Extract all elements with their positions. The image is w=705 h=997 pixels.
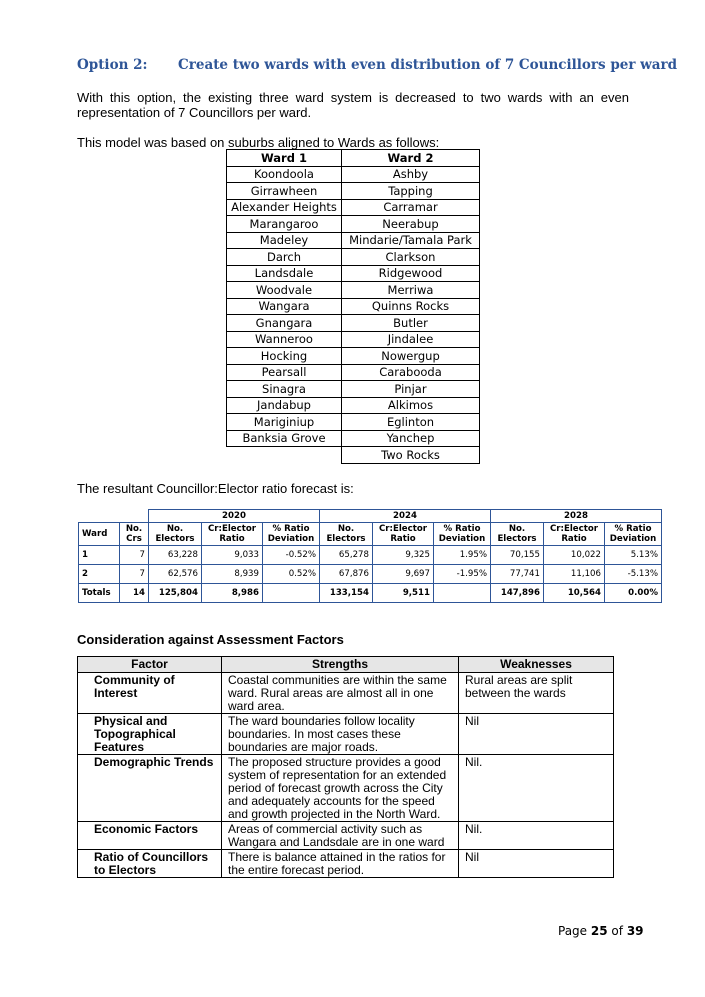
table-cell: 62,576 (149, 565, 202, 584)
page-number (558, 924, 644, 938)
table-row (79, 565, 662, 584)
column-header: No. Electors (491, 523, 544, 546)
table-row (227, 199, 480, 216)
ward2-suburb: Pinjar (342, 381, 480, 398)
model-paragraph: This model was based on suburbs aligned to Wards as follows: (77, 135, 440, 150)
weaknesses-cell: Nil (459, 714, 614, 755)
table-cell: 7 (120, 565, 149, 584)
year-header-row (79, 510, 662, 523)
table-cell: 9,511 (373, 584, 434, 603)
strengths-cell: There is balance attained in the ratios for the entire forecast period. (222, 850, 459, 878)
weaknesses-cell: Nil. (459, 822, 614, 850)
year-header: 2020 (149, 510, 320, 523)
year-header: 2024 (320, 510, 491, 523)
table-row (227, 315, 480, 332)
table-cell: 147,896 (491, 584, 544, 603)
column-header: Cr:Elector Ratio (544, 523, 605, 546)
ward2-suburb: Two Rocks (342, 447, 480, 464)
blank-cell (79, 510, 149, 523)
ward2-suburb: Butler (342, 315, 480, 332)
ward1-suburb: Gnangara (227, 315, 342, 332)
table-row (227, 414, 480, 431)
table-cell: 14 (120, 584, 149, 603)
year-header: 2028 (491, 510, 662, 523)
ward2-suburb: Tapping (342, 183, 480, 200)
consideration-heading: Consideration against Assessment Factors (77, 632, 344, 647)
table-row (227, 216, 480, 233)
strengths-cell: Areas of commercial activity such as Wangara and Landsdale are in one ward (222, 822, 459, 850)
ward2-suburb: Neerabup (342, 216, 480, 233)
table-row (227, 166, 480, 183)
ward2-suburb: Ashby (342, 166, 480, 183)
table-row (78, 714, 614, 755)
column-header-row (79, 523, 662, 546)
factor-cell: Ratio of Councillors to Electors (78, 850, 222, 878)
table-cell: 1 (79, 546, 120, 565)
table-cell: 2 (79, 565, 120, 584)
ward1-header: Ward 1 (227, 150, 342, 167)
table-cell: 125,804 (149, 584, 202, 603)
ward1-suburb: Banksia Grove (227, 430, 342, 447)
strengths-cell: The ward boundaries follow locality boundaries. In most cases these boundaries are major roads. (222, 714, 459, 755)
ward2-suburb: Eglinton (342, 414, 480, 431)
strengths-cell: Coastal communities are within the same ward. Rural areas are almost all in one ward area. (222, 673, 459, 714)
ward1-suburb: Landsdale (227, 265, 342, 282)
section-heading (77, 57, 678, 73)
table-row (78, 850, 614, 878)
table-row (227, 348, 480, 365)
table-cell: 0.52% (263, 565, 320, 584)
table-cell: 1.95% (434, 546, 491, 565)
table-row (227, 364, 480, 381)
weaknesses-cell: Nil. (459, 755, 614, 822)
ward1-suburb: Madeley (227, 232, 342, 249)
page-prefix: Page (558, 924, 588, 938)
column-header: Ward (79, 523, 120, 546)
column-header: No. Crs (120, 523, 149, 546)
table-cell: Totals (79, 584, 120, 603)
ward1-suburb (227, 447, 342, 464)
factor-cell: Economic Factors (78, 822, 222, 850)
factor-cell: Physical and Topographical Features (78, 714, 222, 755)
table-cell: 8,986 (202, 584, 263, 603)
table-cell: 70,155 (491, 546, 544, 565)
ward2-suburb: Clarkson (342, 249, 480, 266)
option-title: Create two wards with even distribution of 7 Councillors per ward (178, 57, 678, 73)
table-cell: 9,033 (202, 546, 263, 565)
table-cell: 63,228 (149, 546, 202, 565)
ward2-suburb: Alkimos (342, 397, 480, 414)
table-cell: -0.52% (263, 546, 320, 565)
column-header: Cr:Elector Ratio (202, 523, 263, 546)
ward1-suburb: Wangara (227, 298, 342, 315)
table-header-row (78, 657, 614, 673)
ward1-suburb: Hocking (227, 348, 342, 365)
column-header: % Ratio Deviation (434, 523, 491, 546)
factor-cell: Community of Interest (78, 673, 222, 714)
table-row (227, 397, 480, 414)
ward2-suburb: Yanchep (342, 430, 480, 447)
ward2-suburb: Carabooda (342, 364, 480, 381)
ward1-suburb: Alexander Heights (227, 199, 342, 216)
weaknesses-cell: Rural areas are split between the wards (459, 673, 614, 714)
table-row (227, 232, 480, 249)
ward2-suburb: Merriwa (342, 282, 480, 299)
ward1-suburb: Jandabup (227, 397, 342, 414)
ward1-suburb: Marangaroo (227, 216, 342, 233)
factor-cell: Demographic Trends (78, 755, 222, 822)
ward2-suburb: Carramar (342, 199, 480, 216)
table-header-row (227, 150, 480, 167)
column-header: No. Electors (320, 523, 373, 546)
factor-header: Factor (78, 657, 222, 673)
table-cell: 133,154 (320, 584, 373, 603)
page-total: 39 (626, 924, 644, 938)
table-row (227, 265, 480, 282)
ward2-suburb: Quinns Rocks (342, 298, 480, 315)
table-row (227, 298, 480, 315)
table-cell: -1.95% (434, 565, 491, 584)
table-cell: 7 (120, 546, 149, 565)
strengths-cell: The proposed structure provides a good system of representation for an extended period of forecast growth across the City and adequately accounts for the speed and growth projected in the North Ward. (222, 755, 459, 822)
page-of: of (611, 924, 623, 938)
table-cell: 67,876 (320, 565, 373, 584)
table-row (227, 183, 480, 200)
ward1-suburb: Woodvale (227, 282, 342, 299)
ward2-suburb: Jindalee (342, 331, 480, 348)
table-row (78, 673, 614, 714)
table-cell (434, 584, 491, 603)
weaknesses-cell: Nil (459, 850, 614, 878)
table-row (227, 447, 480, 464)
table-cell: -5.13% (605, 565, 662, 584)
page-current: 25 (590, 924, 608, 938)
table-cell: 10,564 (544, 584, 605, 603)
table-row (227, 282, 480, 299)
column-header: No. Electors (149, 523, 202, 546)
table-row (78, 755, 614, 822)
table-row (227, 430, 480, 447)
ratio-label: The resultant Councillor:Elector ratio forecast is: (77, 481, 354, 496)
ward1-suburb: Darch (227, 249, 342, 266)
ward1-suburb: Pearsall (227, 364, 342, 381)
table-row (79, 546, 662, 565)
column-header: % Ratio Deviation (263, 523, 320, 546)
table-row (227, 381, 480, 398)
table-cell: 0.00% (605, 584, 662, 603)
ward2-suburb: Mindarie/Tamala Park (342, 232, 480, 249)
table-cell: 11,106 (544, 565, 605, 584)
table-cell: 77,741 (491, 565, 544, 584)
table-row (227, 249, 480, 266)
ward1-suburb: Mariginiup (227, 414, 342, 431)
option-label: Option 2: (77, 57, 148, 73)
strengths-header: Strengths (222, 657, 459, 673)
ward-suburb-table (226, 149, 480, 464)
table-row (227, 331, 480, 348)
ward2-suburb: Ridgewood (342, 265, 480, 282)
column-header: % Ratio Deviation (605, 523, 662, 546)
weaknesses-header: Weaknesses (459, 657, 614, 673)
assessment-factors-table (77, 656, 614, 878)
ward1-suburb: Girrawheen (227, 183, 342, 200)
table-cell: 8,939 (202, 565, 263, 584)
ratio-forecast-table (78, 509, 662, 603)
table-cell (263, 584, 320, 603)
table-row (79, 584, 662, 603)
ward1-suburb: Wanneroo (227, 331, 342, 348)
table-cell: 9,697 (373, 565, 434, 584)
table-cell: 5.13% (605, 546, 662, 565)
intro-paragraph: With this option, the existing three ward system is decreased to two wards with an even representation of 7 Councillors per ward. (77, 90, 629, 120)
table-cell: 9,325 (373, 546, 434, 565)
table-cell: 65,278 (320, 546, 373, 565)
ward2-header: Ward 2 (342, 150, 480, 167)
column-header: Cr:Elector Ratio (373, 523, 434, 546)
ward1-suburb: Sinagra (227, 381, 342, 398)
table-row (78, 822, 614, 850)
ward1-suburb: Koondoola (227, 166, 342, 183)
ward2-suburb: Nowergup (342, 348, 480, 365)
table-cell: 10,022 (544, 546, 605, 565)
